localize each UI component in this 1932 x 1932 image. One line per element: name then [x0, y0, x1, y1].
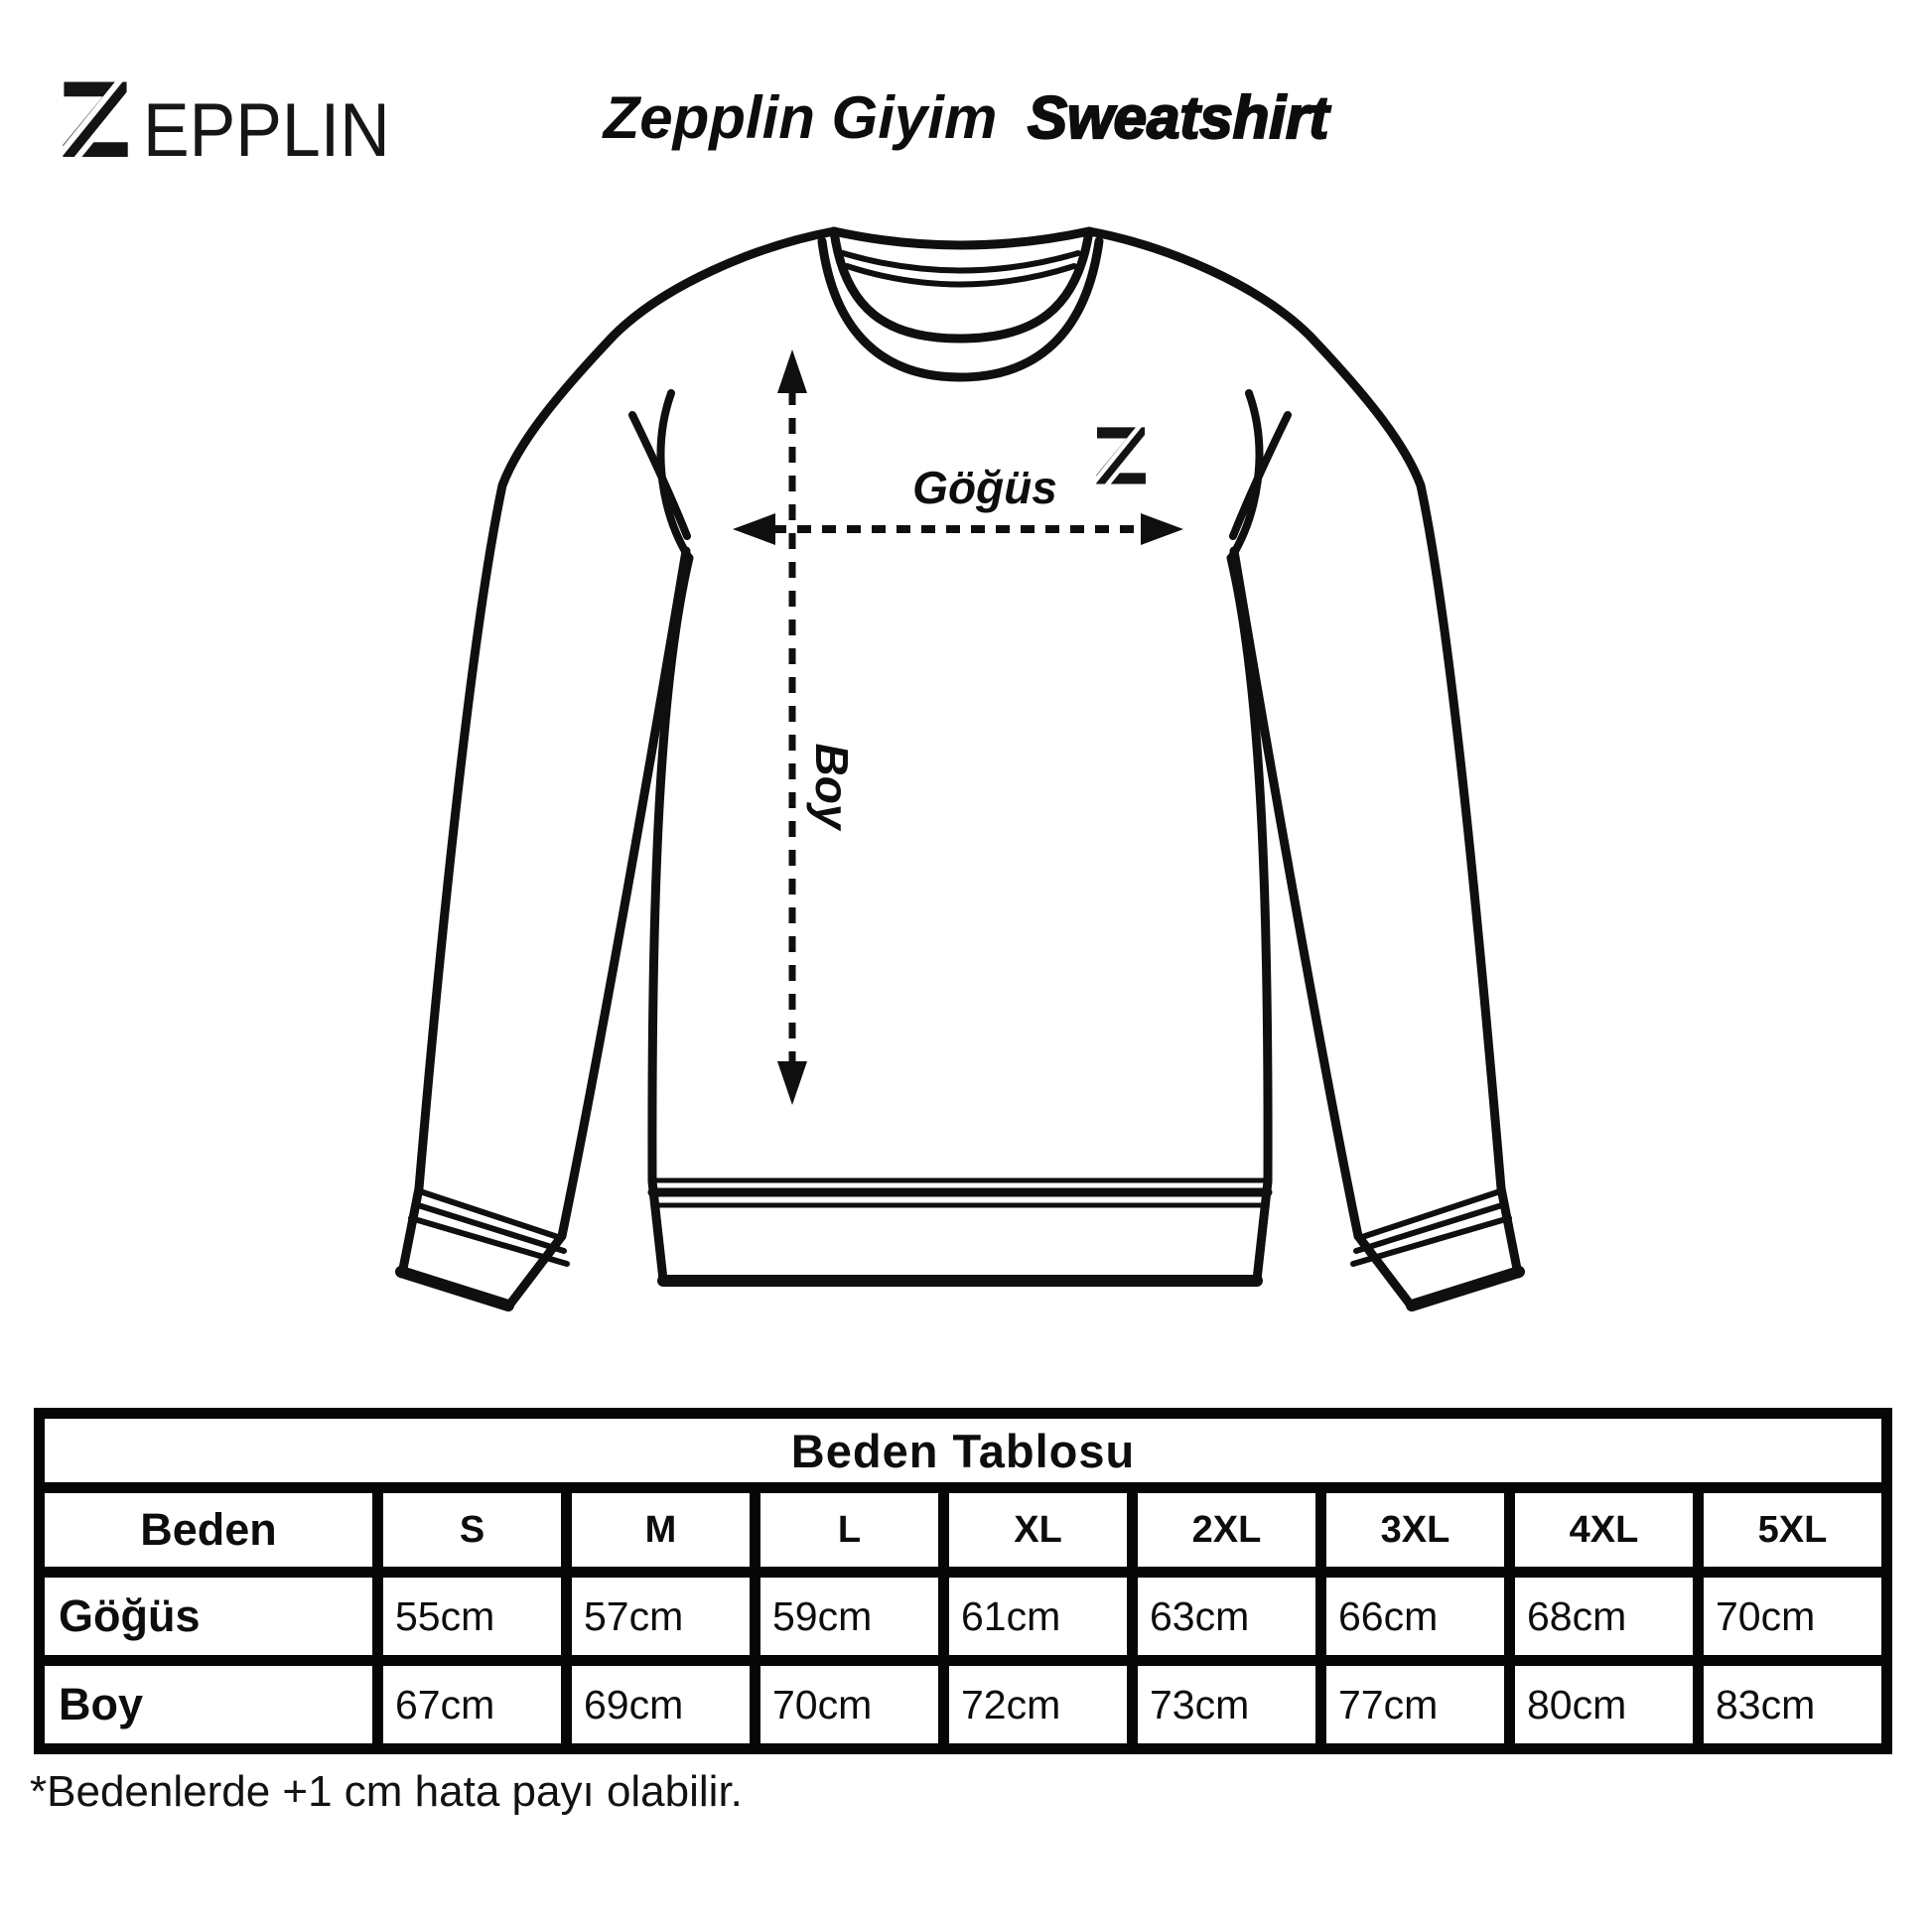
length-row: [45, 1666, 1881, 1743]
length-measure-label: Boy: [806, 743, 858, 830]
cuff-right-hem: [1412, 1272, 1519, 1306]
size-col-s: S: [383, 1493, 561, 1567]
chest-value-2xl: 63cm: [1138, 1578, 1315, 1655]
size-col-l: L: [760, 1493, 938, 1567]
cuff-left-hem: [401, 1272, 508, 1306]
length-row-label: Boy: [45, 1666, 372, 1743]
chest-value-xl: 61cm: [949, 1578, 1127, 1655]
size-col-4xl: 4XL: [1515, 1493, 1693, 1567]
size-col-m: M: [572, 1493, 750, 1567]
chest-row: [45, 1578, 1881, 1655]
collar-rib-line-1: [843, 253, 1078, 271]
length-value-m: 69cm: [572, 1666, 750, 1743]
sleeve-inner-left: [562, 551, 686, 1236]
length-value-4xl: 80cm: [1515, 1666, 1693, 1743]
chest-value-s: 55cm: [383, 1578, 561, 1655]
chest-measure-label: Göğüs: [912, 462, 1057, 513]
chest-value-3xl: 66cm: [1326, 1578, 1504, 1655]
chest-z-logo-icon: [1080, 410, 1163, 506]
length-value-l: 70cm: [760, 1666, 938, 1743]
size-table-title-row: [45, 1419, 1881, 1482]
length-value-2xl: 73cm: [1138, 1666, 1315, 1743]
size-table: [34, 1408, 1892, 1754]
page-title-emphasis: Sweatshirt: [1027, 84, 1329, 151]
chest-value-l: 59cm: [760, 1578, 938, 1655]
chest-value-m: 57cm: [572, 1578, 750, 1655]
chest-arrowhead-right: [1141, 513, 1183, 545]
length-value-s: 67cm: [383, 1666, 561, 1743]
length-arrowhead-top: [777, 349, 807, 393]
size-table-header-row: [45, 1493, 1881, 1567]
size-table-title: Beden Tablosu: [45, 1419, 1881, 1482]
length-value-3xl: 77cm: [1326, 1666, 1504, 1743]
size-col-5xl: 5XL: [1704, 1493, 1881, 1567]
size-col-2xl: 2XL: [1138, 1493, 1315, 1567]
page-title-prefix: Zepplin Giyim: [603, 84, 998, 151]
size-col-3xl: 3XL: [1326, 1493, 1504, 1567]
chest-value-4xl: 68cm: [1515, 1578, 1693, 1655]
collar-top-edge: [834, 231, 1089, 245]
length-value-5xl: 83cm: [1704, 1666, 1881, 1743]
sleeve-outline-left: [419, 231, 834, 1188]
chest-arrowhead-left: [733, 513, 775, 545]
sleeve-outline-right: [1089, 231, 1501, 1188]
chest-value-5xl: 70cm: [1704, 1578, 1881, 1655]
brand-wordmark: EPPLIN: [143, 88, 390, 173]
size-col-xl: XL: [949, 1493, 1127, 1567]
length-value-xl: 72cm: [949, 1666, 1127, 1743]
size-tolerance-footnote: *Bedenlerde +1 cm hata payı olabilir.: [30, 1767, 743, 1816]
chest-row-label: Göğüs: [45, 1578, 372, 1655]
size-table-corner-label: Beden: [45, 1493, 372, 1567]
sleeve-inner-right: [1234, 551, 1358, 1236]
length-arrowhead-bottom: [777, 1061, 807, 1105]
